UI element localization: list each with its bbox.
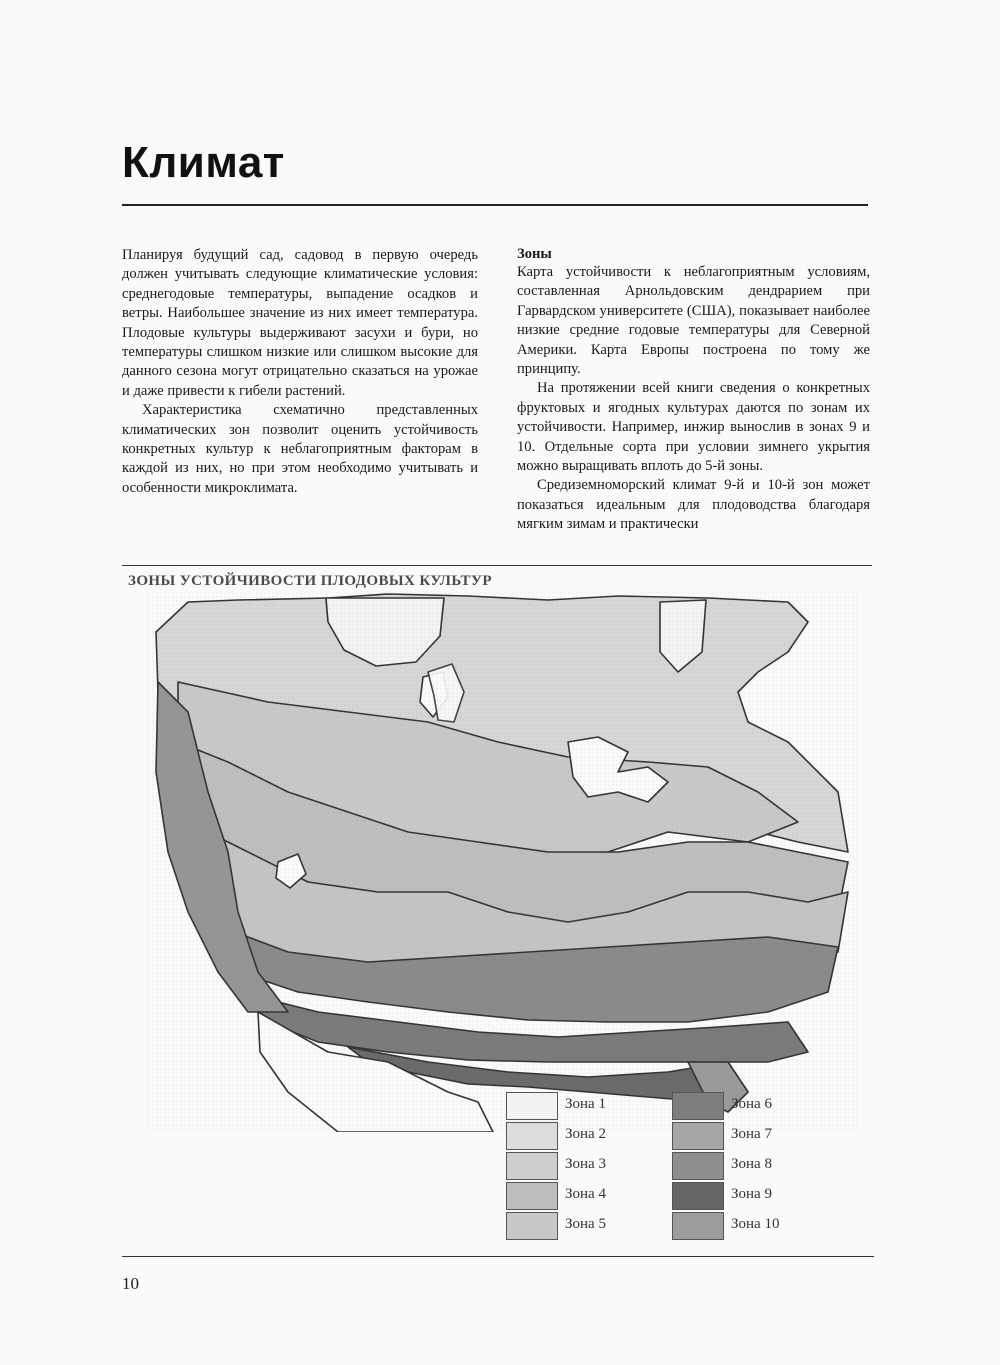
legend-swatch-zone-3 bbox=[506, 1152, 558, 1180]
legend-swatch-zone-6 bbox=[672, 1092, 724, 1120]
legend-swatch-zone-10 bbox=[672, 1212, 724, 1240]
legend-label-zone-10: Зона 10 bbox=[731, 1216, 780, 1232]
legend-swatch-zone-7 bbox=[672, 1122, 724, 1150]
intro-paragraph-1: Планируя будущий сад, садовод в первую очередь должен учитывать следующие климатические условия: среднегодовые температуры, выпадение осадков и ветры. Наибольшее значение из них имеет температура. Плодовые культуры выдерживают засухи и бури, но температуры слишком низкие или слишком высокие для данного сезона могут отрицательно сказаться на урожае и даже привести к гибели растений. bbox=[122, 247, 478, 399]
legend-swatch-zone-8 bbox=[672, 1152, 724, 1180]
zones-paragraph-2: На протяжении всей книги сведения о конкретных фруктовых и ягодных культурах даются по зонам их устойчивости. Например, инжир вынослив в зонах 9 и 10. Отдельные сорта при условии зимнего укрытия можно выращивать вплоть до 5-й зоны. bbox=[517, 380, 870, 475]
legend-label-zone-7: Зона 7 bbox=[731, 1126, 772, 1142]
legend-label-zone-9: Зона 9 bbox=[731, 1186, 772, 1202]
hardiness-zone-map bbox=[148, 592, 860, 1132]
zones-heading: Зоны bbox=[517, 246, 552, 262]
zones-paragraph-3: Средиземноморский климат 9-й и 10-й зон может показаться идеальным для плодоводства благодаря мягким зимам и практически bbox=[517, 477, 870, 533]
legend-label-zone-5: Зона 5 bbox=[565, 1216, 606, 1232]
legend-label-zone-4: Зона 4 bbox=[565, 1186, 606, 1202]
legend-label-zone-6: Зона 6 bbox=[731, 1096, 772, 1112]
map-divider bbox=[122, 565, 872, 566]
page-title: Климат bbox=[122, 138, 285, 187]
legend-swatch-zone-9 bbox=[672, 1182, 724, 1210]
map-title: ЗОНЫ УСТОЙЧИВОСТИ ПЛОДОВЫХ КУЛЬТУР bbox=[128, 573, 492, 589]
legend-swatch-zone-1 bbox=[506, 1092, 558, 1120]
zones-paragraph-1: Карта устойчивости к неблагоприятным условиям, составленная Арнольдовским дендрарием при Гарвардском университете (США), показывает наиболее низкие средние годовые температуры для Северной Америки. Карта Европы построена по тому же принципу. bbox=[517, 264, 870, 378]
zones-column bbox=[517, 246, 870, 535]
intro-column bbox=[122, 246, 478, 498]
legend-swatch-zone-2 bbox=[506, 1122, 558, 1150]
legend-swatch-zone-5 bbox=[506, 1212, 558, 1240]
legend-label-zone-2: Зона 2 bbox=[565, 1126, 606, 1142]
title-divider bbox=[122, 204, 868, 206]
legend-label-zone-3: Зона 3 bbox=[565, 1156, 606, 1172]
page-number: 10 bbox=[122, 1274, 139, 1293]
legend-swatch-zone-4 bbox=[506, 1182, 558, 1210]
intro-paragraph-2: Характеристика схематично представленных климатических зон позволит оценить устойчивость конкретных культур к неблагоприятным факторам в каждой из них, но при этом необходимо учитывать и особенности микроклимата. bbox=[122, 402, 478, 496]
footer-divider bbox=[122, 1256, 874, 1257]
legend-label-zone-1: Зона 1 bbox=[565, 1096, 606, 1112]
legend-label-zone-8: Зона 8 bbox=[731, 1156, 772, 1172]
